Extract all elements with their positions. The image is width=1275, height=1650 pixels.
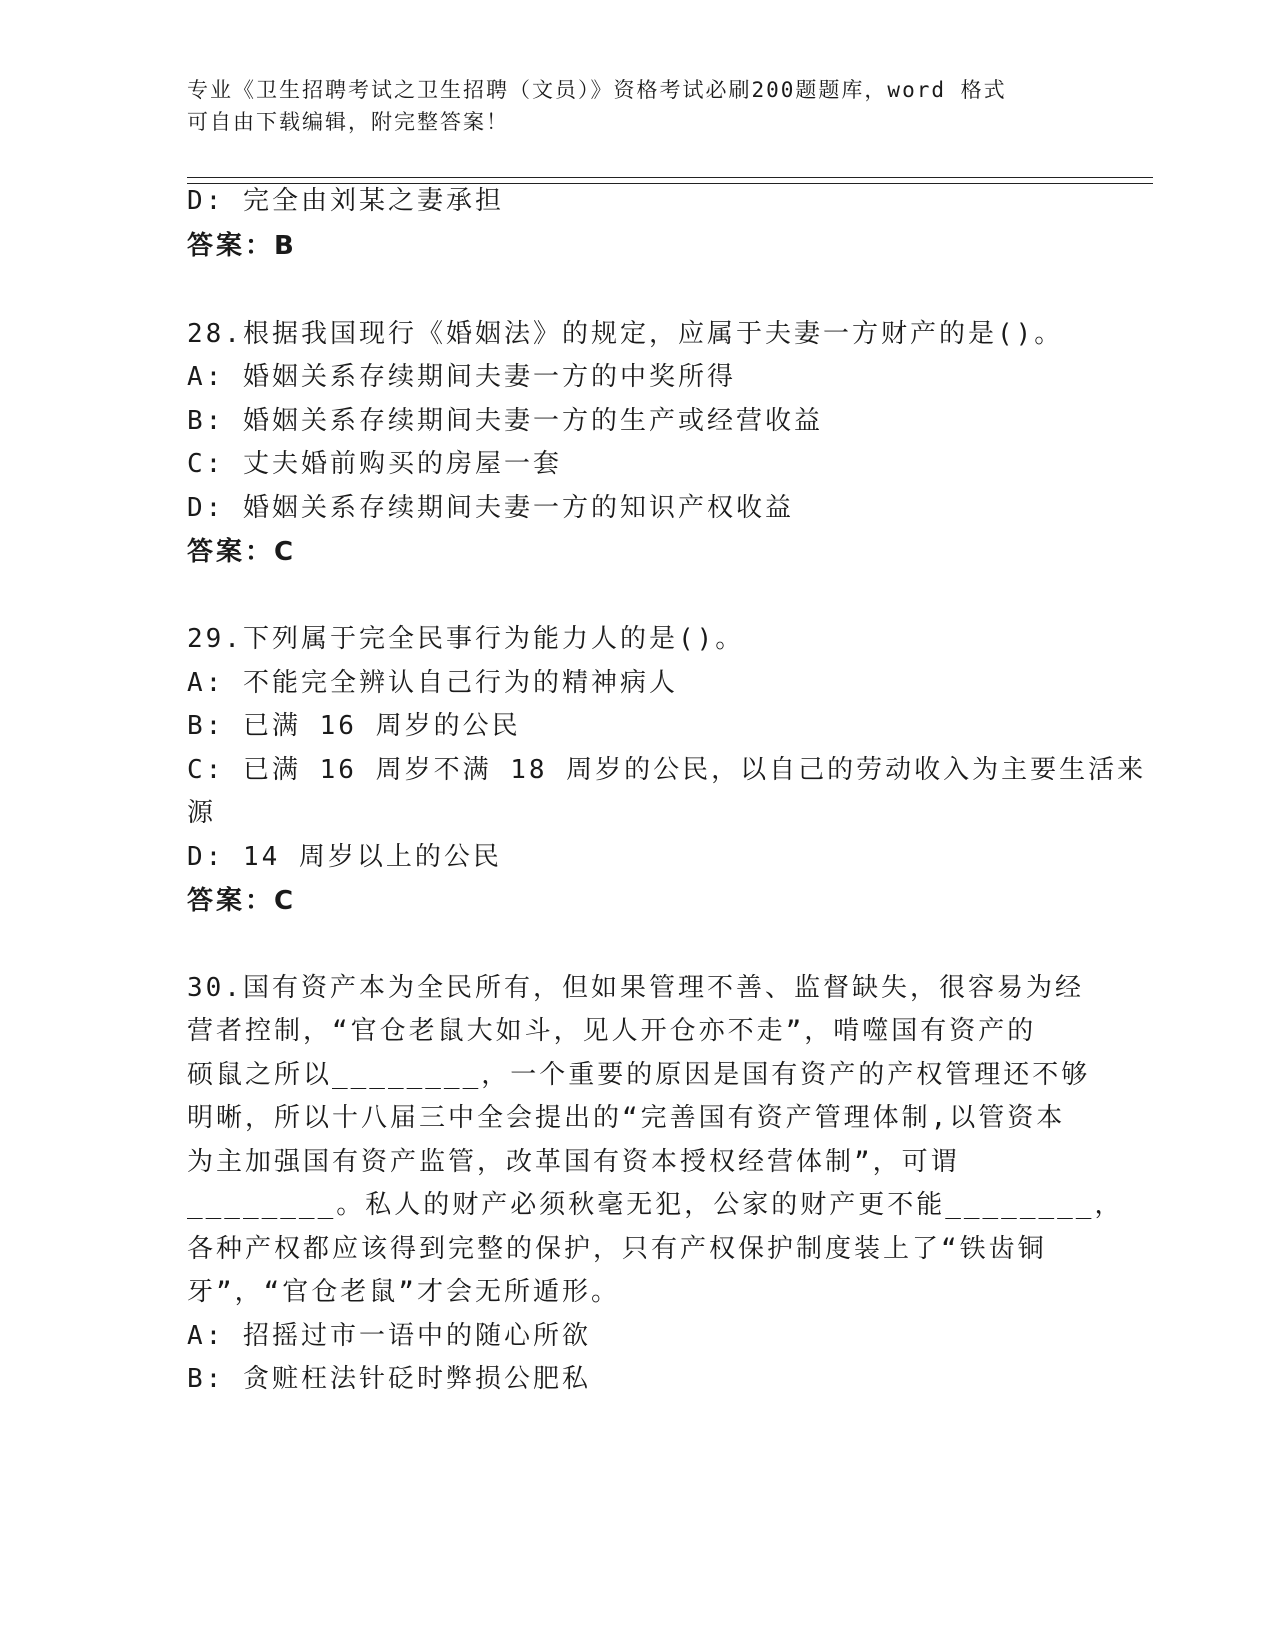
q29-option-c: C: 已满 16 周岁不满 18 周岁的公民，以自己的劳动收入为主要生活来	[187, 755, 1147, 785]
header-divider-top	[187, 177, 1153, 178]
q29-option-a: A: 不能完全辨认自己行为的精神病人	[187, 668, 678, 698]
q29-option-b: B: 已满 16 周岁的公民	[187, 711, 521, 741]
q30-option-a: A: 招摇过市一语中的随心所欲	[187, 1321, 591, 1351]
q28-answer: 答案：C	[187, 537, 297, 567]
header-divider-bottom	[187, 183, 1153, 184]
document-header	[187, 74, 1067, 138]
q30-stem-line1: 30.国有资产本为全民所有，但如果管理不善、监督缺失，很容易为经	[187, 973, 1084, 1003]
q28-option-a: A: 婚姻关系存续期间夫妻一方的中奖所得	[187, 362, 736, 392]
q30-stem-line2: 营者控制，“官仓老鼠大如斗，见人开仓亦不走”，啃噬国有资产的	[187, 1016, 1037, 1046]
q30-stem-line5: 为主加强国有资产监管，改革国有资本授权经营体制”，可谓	[187, 1147, 960, 1177]
q27-answer: 答案：B	[187, 231, 297, 261]
q30-stem-line6: ________。私人的财产必须秋毫无犯，公家的财产更不能________，	[187, 1190, 1124, 1220]
q30-stem-line4: 明晰，所以十八届三中全会提出的“完善国有资产管理体制,以管资本	[187, 1103, 1066, 1133]
q30-stem-line8: 牙”，“官仓老鼠”才会无所遁形。	[187, 1277, 620, 1307]
q28-option-b: B: 婚姻关系存续期间夫妻一方的生产或经营收益	[187, 406, 823, 436]
q29-stem: 29.下列属于完全民事行为能力人的是()。	[187, 624, 745, 654]
q30-stem-line7: 各种产权都应该得到完整的保护，只有产权保护制度装上了“铁齿铜	[187, 1234, 1047, 1264]
q28-stem: 28.根据我国现行《婚姻法》的规定，应属于夫妻一方财产的是()。	[187, 319, 1064, 349]
header-title-line1: 专业《卫生招聘考试之卫生招聘（文员）》资格考试必刷200题题库，word 格式	[187, 78, 1007, 102]
q27-option-d: D: 完全由刘某之妻承担	[187, 186, 504, 216]
q30-option-b: B: 贪赃枉法针砭时弊损公肥私	[187, 1364, 591, 1394]
q30-stem-line3: 硕鼠之所以________，一个重要的原因是国有资产的产权管理还不够	[187, 1060, 1091, 1090]
q29-option-d: D: 14 周岁以上的公民	[187, 842, 502, 872]
q29-answer: 答案：C	[187, 886, 297, 916]
header-title-line2: 可自由下载编辑，附完整答案！	[187, 110, 509, 134]
q29-option-c-continued: 源	[187, 798, 217, 828]
q28-option-d: D: 婚姻关系存续期间夫妻一方的知识产权收益	[187, 493, 794, 523]
q28-option-c: C: 丈夫婚前购买的房屋一套	[187, 449, 562, 479]
